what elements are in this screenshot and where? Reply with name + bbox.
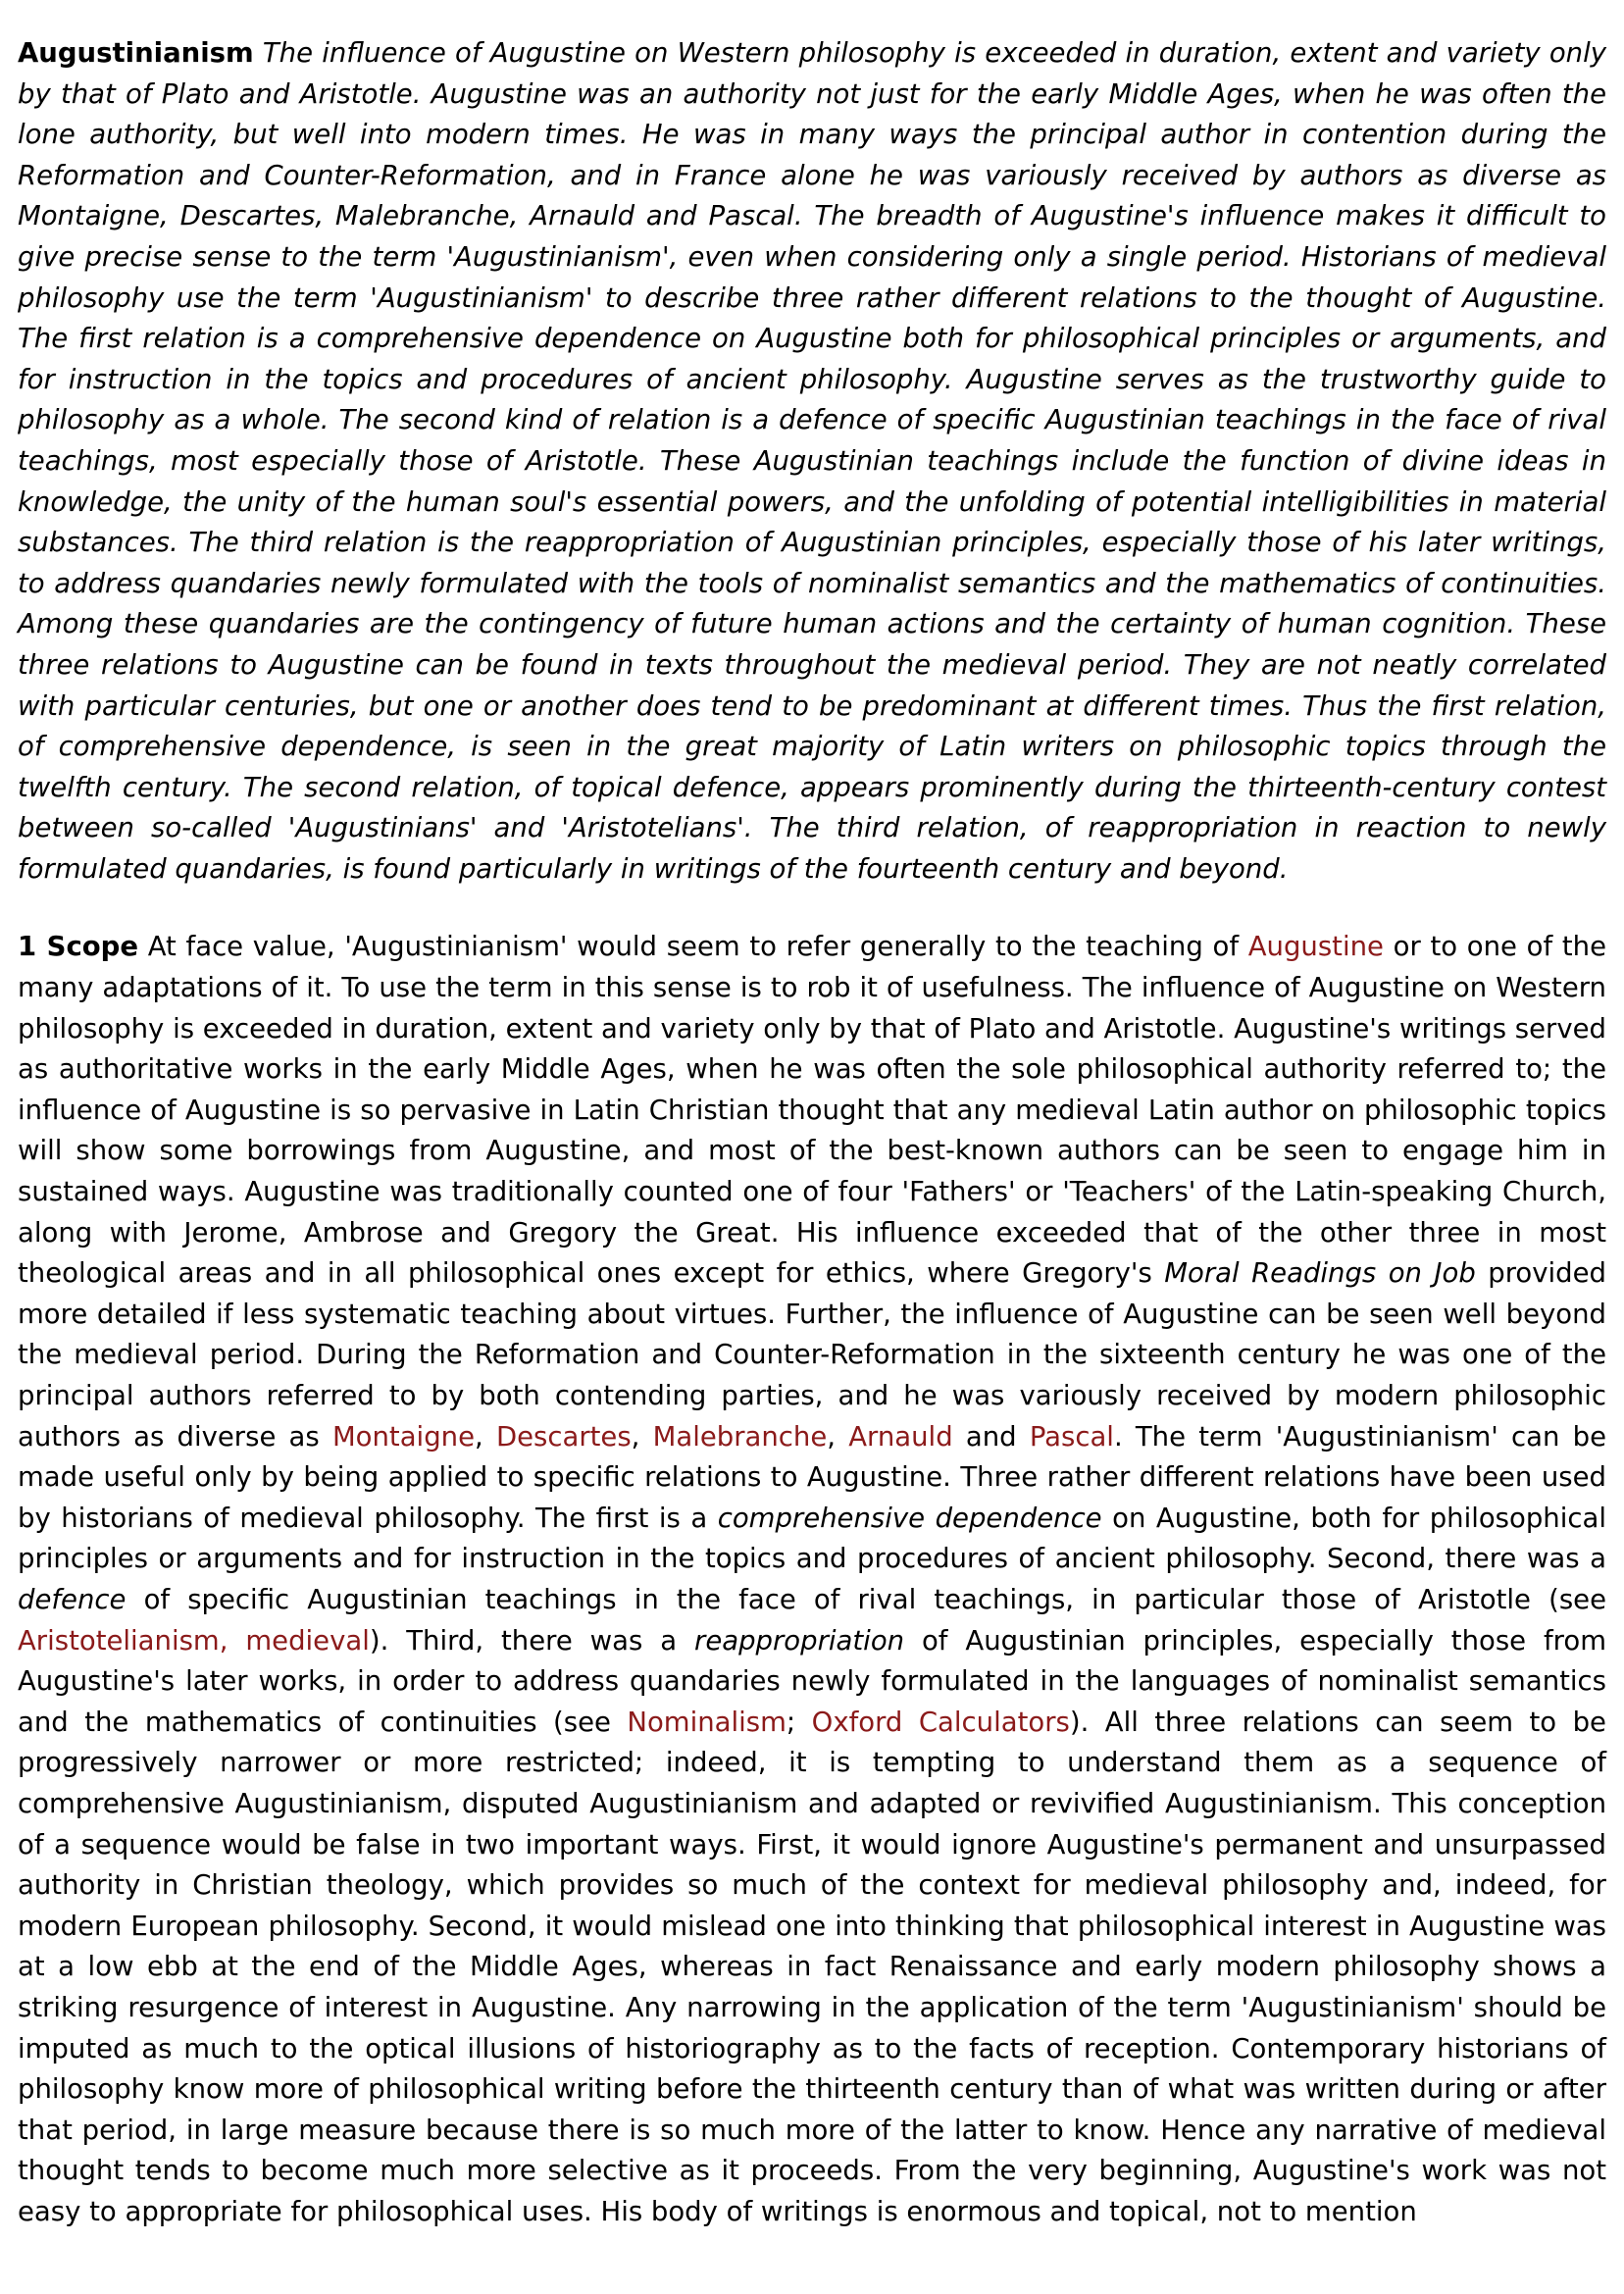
scope-paragraph: 1 Scope At face value, 'Augustinianism' would seem to refer generally to the teaching of Augustine or to one of the many adaptations of it. To use the term in this sense is to rob it of usefulness. The influence of Augustine on Western philosophy is exceeded in duration, extent and variety only by that of Plato and Aristotle. Augustine's writings served as authoritative works in the early Middle Ages, when he was often the sole philosophical authority referred to; the influence of Augustine is so pervasive in Latin Christian thought that any medieval Latin author on philosophic topics will show some borrowings from Augustine, and most of the best-known authors can be seen to engage him in sustained ways. Augustine was traditionally counted one of four 'Fathers' or 'Teachers' of the Latin-speaking Church, along with Jerome, Ambrose and Gregory the Great. His influence exceeded that of the other three in most theological areas and in all philosophical ones except for ethics, where Gregory's Moral Readings on Job provided more detailed if less systematic teaching about virtues. Further, the influence of Augustine can be seen well beyond the medieval period. During the Reformation and Counter-Reformation in the sixteenth century he was one of the principal authors referred to by both contending parties, and he was variously received by modern philosophic authors as diverse as Montaigne, Descartes, Malebranche, Arnauld and Pascal. The term 'Augustinianism' can be made useful only by being applied to specific relations to Augustine. Three rather different relations have been used by historians of medieval philosophy. The first is a comprehensive dependence on Augustine, both for philosophical principles or arguments and for instruction in the topics and procedures of ancient philosophy. Second, there was a defence of specific Augustinian teachings in the face of rival teachings, in particular those of Aristotle (see Aristotelianism, medieval). Third, there was a reappropriation of Augustinian principles, especially those from Augustine's later works, in order to address quandaries newly formulated in the languages of nominalist semantics and the mathematics of continuities (see Nominalism; Oxford Calculators). All three relations can seem to be progressively narrower or more restricted; indeed, it is tempting to understand them as a sequence of comprehensive Augustinianism, disputed Augustinianism and adapted or revivified Augustinianism. This conception of a sequence would be false in two important ways. First, it would ignore Augustine's permanent and unsurpassed authority in Christian theology, which provides so much of the context for medieval philosophy and, indeed, for modern European philosophy. Second, it would mislead one into thinking that philosophical interest in Augustine was at a low ebb at the end of the Middle Ages, whereas in fact Renaissance and early modern philosophy shows a striking resurgence of interest in Augustine. Any narrowing in the application of the term 'Augustinianism' should be imputed as much to the optical illusions of historiography as to the facts of reception. Contemporary historians of philosophy know more of philosophical writing before the thirteenth century than of what was written during or after that period, in large measure because there is so much more of the latter to know. Hence any narrative of medieval thought tends to become much more selective as it proceeds. From the very beginning, Augustine's work was not easy to appropriate for philosophical uses. His body of writings is enormous and topical, not to mention [18, 931, 1607, 2227]
link-nominalism[interactable]: Nominalism [627, 1706, 787, 1738]
scope-text-1: At face value, 'Augustinianism' would seem to refer generally to the teaching of [147, 931, 1240, 963]
title-moral-readings: Moral Readings on Job [1164, 1257, 1476, 1290]
article [18, 33, 1606, 2232]
link-malebranche[interactable]: Malebranche [652, 1420, 828, 1453]
link-augustine[interactable]: Augustine [1247, 931, 1384, 963]
scope-text-6: of specific Augustinian teachings in the face of rival teachings, in particular those of Aristotle (see [143, 1583, 1606, 1615]
scope-word-and: and [965, 1420, 1017, 1453]
scope-text-7: ). Third, there was a [369, 1624, 678, 1657]
link-pascal[interactable]: Pascal [1029, 1420, 1114, 1453]
link-aristotelianism-medieval[interactable]: Aristotelianism, medieval [18, 1624, 370, 1657]
article-title: Augustinianism [18, 37, 254, 69]
scope-text-3: provided more detailed if less systematic teaching about virtues. Further, the influence of Augustine can be seen well beyond the medieval period. During the Reformation and Counter-Reformation in the sixteenth century he was one of the principal authors referred to by both contending parties, and he was variously received by modern philosophic authors as diverse as [18, 1257, 1606, 1453]
scope-text-4: . The term 'Augustinianism' can be made useful only by being applied to specific relations to Augustine. Three rather different relations have been used by historians of medieval philosophy. The first is a [18, 1420, 1606, 1534]
scope-text-8: of Augustinian principles, especially those from Augustine's later works, in order to address quandaries newly formulated in the languages of nominalist semantics and the mathematics of continuities (see [18, 1624, 1606, 1738]
em-reappropriation: reappropriation [694, 1624, 905, 1657]
abstract-paragraph [18, 33, 1606, 890]
em-defence: defence [18, 1583, 127, 1615]
scope-text-2: or to one of the many adaptations of it. To use the term in this sense is to rob it of usefulness. The influence of Augustine on Western philosophy is exceeded in duration, extent and variety only by that of Plato and Aristotle. Augustine's writings served as authoritative works in the early Middle Ages, when he was often the sole philosophical authority referred to; the influence of Augustine is so pervasive in Latin Christian thought that any medieval Latin author on philosophic topics will show some borrowings from Augustine, and most of the best-known authors can be seen to engage him in sustained ways. Augustine was traditionally counted one of four 'Fathers' or 'Teachers' of the Latin-speaking Church, along with Jerome, Ambrose and Gregory the Great. His influence exceeded that of the other three in most theological areas and in all philosophical ones except for ethics, where Gregory's [18, 931, 1607, 1290]
link-oxford-calculators[interactable]: Oxford Calculators [811, 1706, 1070, 1738]
link-descartes[interactable]: Descartes [495, 1420, 632, 1453]
scope-text-9: ). All three relations can seem to be progressively narrower or more restricted; indeed, it is tempting to understand them as a sequence of comprehensive Augustinianism, disputed Augustinianism and adapted or revivified Augustinianism. This conception of a sequence would be false in two important ways. First, it would ignore Augustine's permanent and unsurpassed authority in Christian theology, which provides so much of the context for medieval philosophy and, indeed, for modern European philosophy. Second, it would mislead one into thinking that philosophical interest in Augustine was at a low ebb at the end of the Middle Ages, whereas in fact Renaissance and early modern philosophy shows a striking resurgence of interest in Augustine. Any narrowing in the application of the term 'Augustinianism' should be imputed as much to the optical illusions of historiography as to the facts of reception. Contemporary historians of philosophy know more of philosophical writing before the thirteenth century than of what was written during or after that period, in large measure because there is so much more of the latter to know. Hence any narrative of medieval thought tends to become much more selective as it proceeds. From the very beginning, Augustine's work was not easy to appropriate for philosophical uses. His body of writings is enormous and topical, not to mention [18, 1706, 1606, 2227]
link-arnauld[interactable]: Arnauld [848, 1420, 953, 1453]
em-comprehensive-dependence: comprehensive dependence [717, 1502, 1102, 1534]
link-montaigne[interactable]: Montaigne [331, 1420, 475, 1453]
section-heading: 1 Scope [18, 931, 139, 963]
abstract-text: The influence of Augustine on Western philosophy is exceeded in duration, extent and variety only by that of Plato and Aristotle. Augustine was an authority not just for the early Middle Ages, when he was often the lone authority, but well into modern times. He was in many ways the principal author in contention during the Reformation and Counter-Reformation, and in France alone he was variously received by authors as diverse as Montaigne, Descartes, Malebranche, Arnauld and Pascal. The breadth of Augustine's influence makes it difficult to give precise sense to the term 'Augustinianism', even when considering only a single period. Historians of medieval philosophy use the term 'Augustinianism' to describe three rather different relations to the thought of Augustine. The first relation is a comprehensive dependence on Augustine both for philosophical principles or arguments, and for instruction in the topics and procedures of ancient philosophy. Augustine serves as the trustworthy guide to philosophy as a whole. The second kind of relation is a defence of specific Augustinian teachings in the face of rival teachings, most especially those of Aristotle. These Augustinian teachings include the function of divine ideas in knowledge, the unity of the human soul's essential powers, and the unfolding of potential intelligibilities in material substances. The third relation is the reappropriation of Augustinian principles, especially those of his later writings, to address quandaries newly formulated with the tools of nominalist semantics and the mathematics of continuities. Among these quandaries are the contingency of future human actions and the certainty of human cognition. These three relations to Augustine can be found in texts throughout the medieval period. They are not neatly correlated with particular centuries, but one or another does tend to be predominant at different times. Thus the first relation, of comprehensive dependence, is seen in the great majority of Latin writers on philosophic topics through the twelfth century. The second relation, of topical defence, appears prominently during the thirteenth-century contest between so-called 'Augustinians' and 'Aristotelians'. The third relation, of reappropriation in reaction to newly formulated quandaries, is found particularly in writings of the fourteenth century and beyond. [18, 37, 1606, 885]
scope-text-5: on Augustine, both for philosophical principles or arguments and for instruction in the topics and procedures of ancient philosophy. Second, there was a [18, 1502, 1606, 1575]
